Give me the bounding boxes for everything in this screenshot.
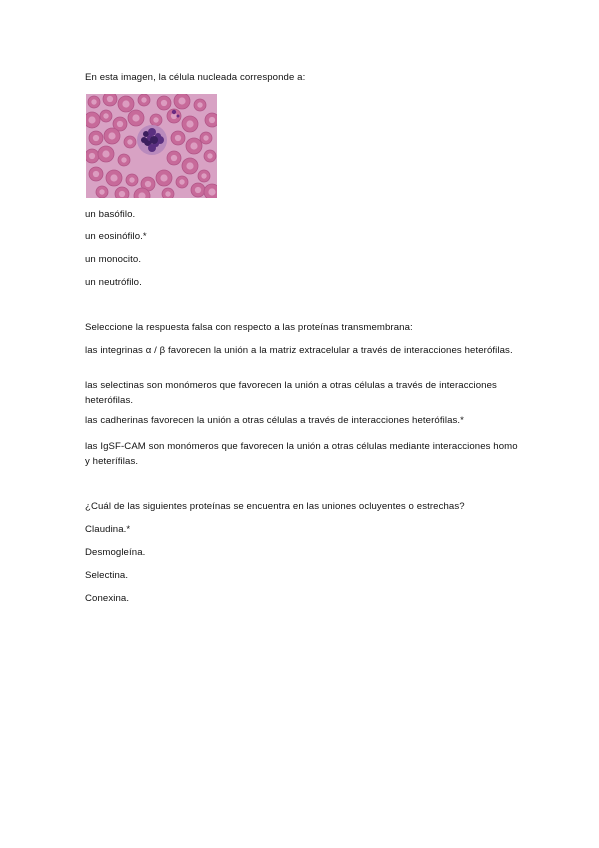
question-2-option-b: las selectinas son monómeros que favorecen la unión a otras células a través de interacciones heterófilas. xyxy=(85,380,497,406)
question-3-option-d: Conexina. xyxy=(85,593,130,604)
question-3-option-b: Desmogleína. xyxy=(85,547,146,558)
question-1-option-b: un eosinófilo.* xyxy=(85,231,147,242)
question-3-option-a: Claudina.* xyxy=(85,524,131,535)
question-1-option-d: un neutrófilo. xyxy=(85,277,142,288)
question-2-option-a: las integrinas α / β favorecen la unión a la matriz extracelular a través de interacciones heterófilas. xyxy=(85,345,513,356)
question-3-stem: ¿Cuál de las siguientes proteínas se encuentra en las uniones ocluyentes o estrechas? xyxy=(85,501,465,512)
question-1-stem: En esta imagen, la célula nucleada corresponde a: xyxy=(85,72,306,83)
question-3-option-c: Selectina. xyxy=(85,570,129,581)
blood-smear-micrograph-icon xyxy=(86,94,217,198)
question-2-option-c: las cadherinas favorecen la unión a otras células a través de interacciones heterófilas.* xyxy=(85,415,465,426)
question-2-stem: Seleccione la respuesta falsa con respecto a las proteínas transmembrana: xyxy=(85,322,413,333)
question-2-option-d: las IgSF-CAM son monómeros que favorecen la unión a otras células mediante interacciones homo y heterífilas. xyxy=(85,441,518,467)
question-1-option-a: un basófilo. xyxy=(85,209,136,220)
blood-smear-image xyxy=(86,94,217,198)
question-1-option-c: un monocito. xyxy=(85,254,142,265)
